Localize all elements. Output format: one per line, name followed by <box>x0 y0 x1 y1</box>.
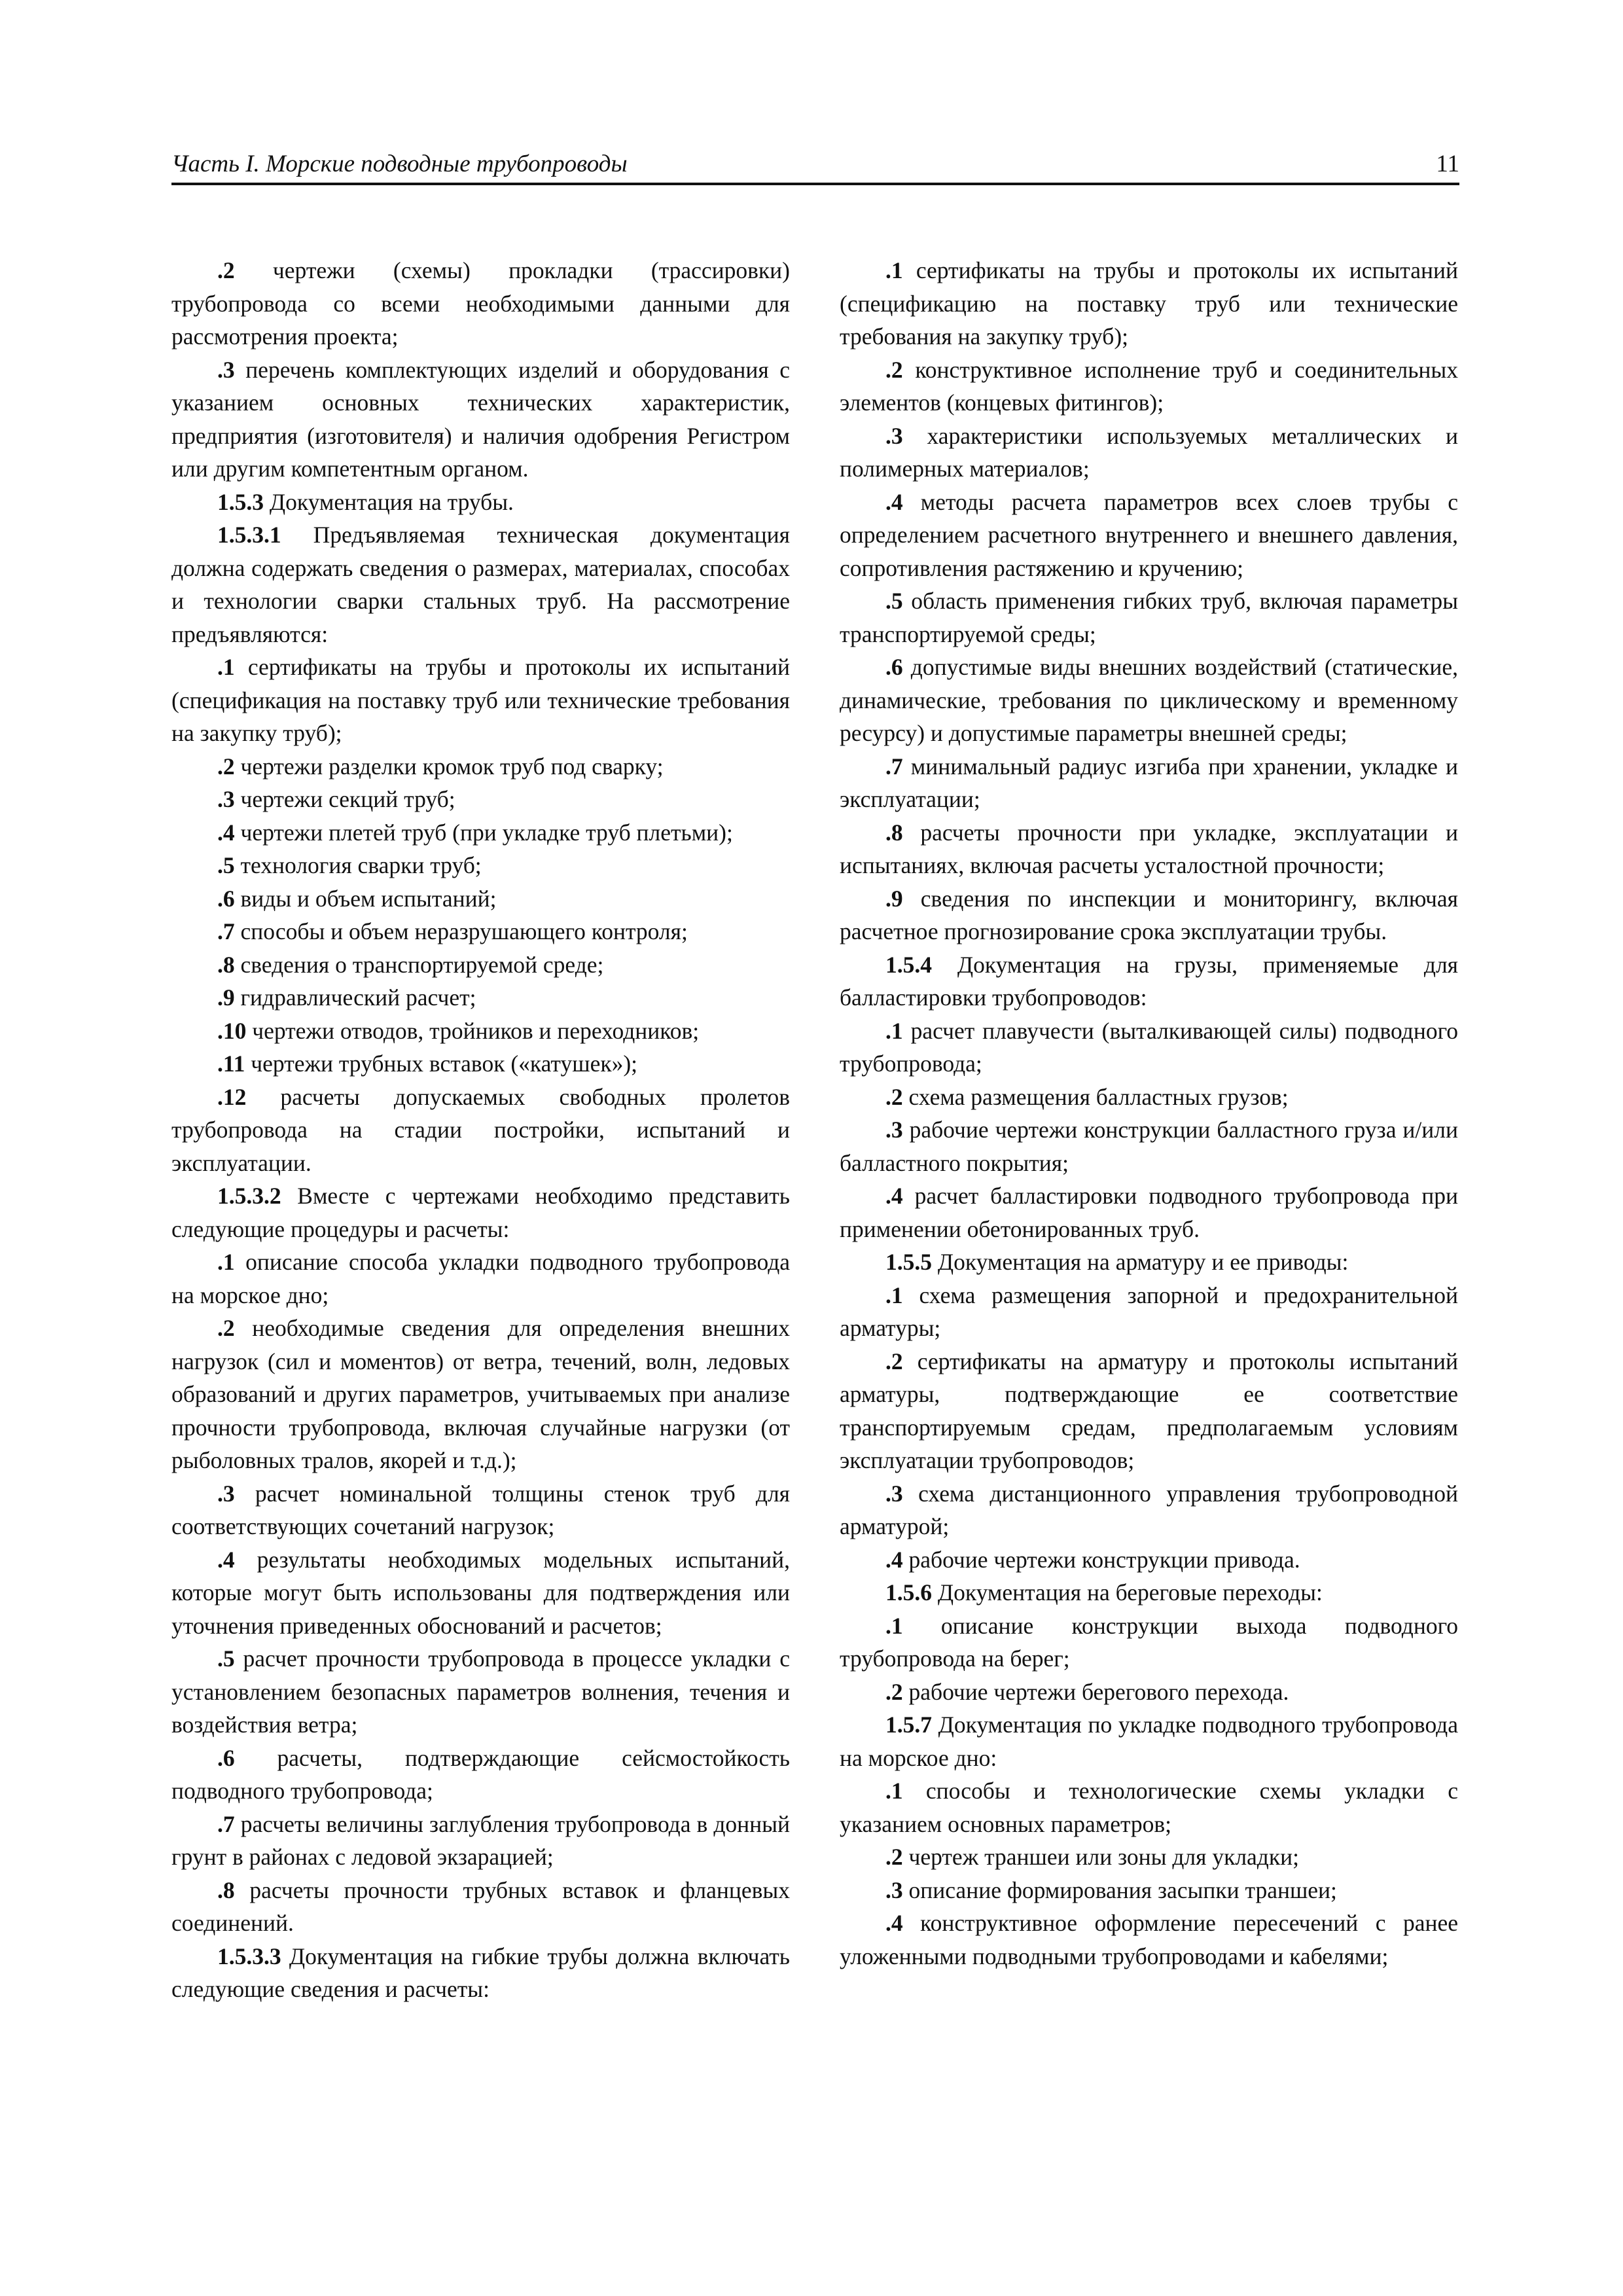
item-text: конструктивное исполнение труб и соединительных элементов (концевых фитингов); <box>840 356 1459 416</box>
item-text: Документация на трубы. <box>269 488 514 515</box>
item-number: .11 <box>217 1050 245 1077</box>
right-column <box>840 254 1458 1973</box>
section-paragraph <box>171 1940 790 2006</box>
list-item <box>171 1642 790 1742</box>
item-number: .2 <box>885 1083 903 1110</box>
section-paragraph <box>171 486 790 519</box>
list-item <box>840 1874 1458 1907</box>
section-paragraph <box>840 1576 1458 1609</box>
header-rule <box>171 183 1459 185</box>
item-text: перечень комплектующих изделий и оборудования с указанием основных технических характеристик, предприятия (изготовителя) и наличия одобрения Регистром или другим компетентным органом. <box>171 356 790 482</box>
list-item <box>171 1246 790 1312</box>
item-text: результаты необходимых модельных испытаний, которые могут быть использованы для подтверждения или уточнения приведенных обоснований и расчетов; <box>171 1546 790 1639</box>
item-number: .4 <box>885 1183 903 1209</box>
item-text: способы и технологические схемы укладки с указанием основных параметров; <box>840 1778 1458 1837</box>
item-number: .1 <box>885 257 903 283</box>
list-item <box>840 882 1458 948</box>
item-text: чертежи отводов, тройников и переходников; <box>252 1017 700 1044</box>
item-text: Вместе с чертежами необходимо представить следующие процедуры и расчеты: <box>171 1183 790 1242</box>
list-item <box>840 353 1458 420</box>
item-number: 1.5.3.1 <box>217 522 281 548</box>
item-number: 1.5.3.2 <box>217 1183 281 1209</box>
item-number: .5 <box>217 1645 235 1672</box>
list-item <box>171 816 790 850</box>
item-text: необходимые сведения для определения внешних нагрузок (сил и моментов) от ветра, течений, волн, ледовых образований и других параметров, учитываемых при анализе прочности трубопровода, включая случайные нагрузки (от рыболовных тралов, якорей и т.д.); <box>171 1315 790 1473</box>
item-number: .12 <box>217 1083 247 1110</box>
item-text: чертежи секций труб; <box>240 786 455 812</box>
left-column <box>171 254 790 2006</box>
list-item <box>171 1808 790 1874</box>
item-text: расчет номинальной толщины стенок труб для соответствующих сочетаний нагрузок; <box>171 1480 791 1539</box>
item-number: .4 <box>217 819 235 846</box>
item-number: .1 <box>885 1778 903 1804</box>
item-text: минимальный радиус изгиба при хранении, укладке и эксплуатации; <box>840 753 1459 812</box>
list-item <box>840 651 1458 750</box>
item-text: Документация на береговые переходы: <box>937 1579 1323 1605</box>
item-text: схема размещения запорной и предохранительной арматуры; <box>840 1282 1459 1341</box>
item-text: расчет плавучести (выталкивающей силы) подводного трубопровода; <box>840 1017 1458 1077</box>
item-number: .2 <box>217 753 235 780</box>
item-text: расчеты прочности трубных вставок и фланцевых соединений. <box>171 1876 790 1936</box>
item-number: .2 <box>885 1844 903 1870</box>
list-item <box>171 1047 790 1081</box>
item-text: методы расчета параметров всех слоев трубы с определением расчетного внутреннего и внешнего давления, сопротивления растяжению и кручению; <box>840 488 1458 581</box>
list-item <box>840 816 1458 882</box>
item-text: область применения гибких труб, включая параметры транспортируемой среды; <box>840 588 1458 647</box>
list-item <box>171 948 790 982</box>
item-text: конструктивное оформление пересечений с ранее уложенными подводными трубопроводами и кабелями; <box>840 1910 1458 1969</box>
item-text: чертеж траншеи или зоны для укладки; <box>908 1844 1299 1870</box>
item-number: .7 <box>217 1810 235 1837</box>
item-text: технология сварки труб; <box>240 852 482 878</box>
item-number: .2 <box>217 257 235 283</box>
item-text: чертежи плетей труб (при укладке труб плетьми); <box>240 819 733 846</box>
section-paragraph <box>840 948 1458 1014</box>
item-text: расчеты величины заглубления трубопровода в донный грунт в районах с ледовой экзарацией; <box>171 1810 791 1870</box>
section-paragraph <box>171 1179 790 1246</box>
list-item <box>171 353 790 486</box>
item-number: .1 <box>885 1282 903 1308</box>
list-item <box>171 1081 790 1180</box>
item-text: сведения по инспекции и мониторингу, включая расчетное прогнозирование срока эксплуатации трубы. <box>840 885 1458 944</box>
item-number: .3 <box>885 422 903 449</box>
list-item <box>840 420 1458 486</box>
item-text: схема дистанционного управления трубопроводной арматурой; <box>840 1480 1458 1539</box>
section-paragraph <box>840 1708 1458 1774</box>
item-text: рабочие чертежи конструкции привода. <box>908 1546 1300 1573</box>
list-item <box>840 1543 1458 1577</box>
item-number: .9 <box>217 984 235 1011</box>
list-item <box>840 1014 1458 1081</box>
item-number: .2 <box>885 1348 903 1374</box>
item-number: .3 <box>217 356 235 383</box>
item-number: 1.5.3 <box>217 488 264 515</box>
item-text: допустимые виды внешних воздействий (статические, динамические, требования по циклическому и временному ресурсу) и допустимые параметры внешней среды; <box>840 654 1458 746</box>
list-item <box>171 651 790 750</box>
item-text: расчет прочности трубопровода в процессе укладки с установлением безопасных параметров волнения, течения и воздействия ветра; <box>171 1645 790 1738</box>
list-item <box>171 1477 790 1543</box>
item-number: .8 <box>217 1876 235 1903</box>
item-text: описание конструкции выхода подводного трубопровода на берег; <box>840 1612 1458 1672</box>
list-item <box>840 1774 1458 1840</box>
item-number: .2 <box>217 1315 235 1341</box>
item-text: описание способа укладки подводного трубопровода на морское дно; <box>171 1249 791 1308</box>
item-number: .3 <box>217 786 235 812</box>
item-text: чертежи разделки кромок труб под сварку; <box>240 753 664 780</box>
list-item <box>840 1907 1458 1973</box>
item-number: .1 <box>885 1017 903 1044</box>
list-item <box>840 1477 1458 1543</box>
item-text: описание формирования засыпки траншеи; <box>908 1876 1337 1903</box>
list-item <box>171 1312 790 1477</box>
item-text: Документация по укладке подводного трубопровода на морское дно: <box>840 1712 1458 1771</box>
item-number: .1 <box>217 1249 235 1275</box>
item-number: .4 <box>885 1910 903 1936</box>
item-number: .10 <box>217 1017 247 1044</box>
item-number: .3 <box>885 1480 903 1507</box>
item-text: рабочие чертежи берегового перехода. <box>908 1678 1289 1705</box>
list-item <box>171 750 790 783</box>
item-number: 1.5.7 <box>885 1712 932 1738</box>
list-item <box>171 254 790 353</box>
list-item <box>171 1543 790 1643</box>
item-text: расчеты, подтверждающие сейсмостойкость подводного трубопровода; <box>171 1744 790 1804</box>
item-text: сертификаты на арматуру и протоколы испытаний арматуры, подтверждающие ее соответствие транспортируемым средам, предполагаемым условиям эксплуатации трубопроводов; <box>840 1348 1459 1473</box>
list-item <box>171 981 790 1014</box>
item-number: .5 <box>885 588 903 614</box>
section-paragraph <box>840 1246 1458 1279</box>
list-item <box>840 1081 1458 1114</box>
item-text: сертификаты на трубы и протоколы их испытаний (спецификация на поставку труб или технические требования на закупку труб); <box>171 654 790 746</box>
item-number: .7 <box>217 918 235 944</box>
item-text: гидравлический расчет; <box>240 984 476 1011</box>
item-text: рабочие чертежи конструкции балластного груза и/или балластного покрытия; <box>840 1117 1458 1176</box>
list-item <box>840 1179 1458 1246</box>
item-number: .2 <box>885 1678 903 1705</box>
item-text: характеристики используемых металлических и полимерных материалов; <box>840 422 1459 482</box>
item-number: .6 <box>217 885 235 912</box>
list-item <box>840 750 1458 816</box>
item-text: схема размещения балластных грузов; <box>908 1083 1289 1110</box>
item-number: .3 <box>885 1117 903 1143</box>
list-item <box>171 849 790 882</box>
list-item <box>840 1676 1458 1709</box>
item-number: .3 <box>217 1480 235 1507</box>
list-item <box>840 254 1458 353</box>
list-item <box>840 1113 1458 1179</box>
section-paragraph <box>171 518 790 651</box>
item-text: чертежи трубных вставок («катушек»); <box>251 1050 638 1077</box>
item-number: 1.5.3.3 <box>217 1943 281 1969</box>
item-number: .1 <box>885 1612 903 1639</box>
item-number: 1.5.4 <box>885 951 932 978</box>
list-item <box>840 1609 1458 1676</box>
item-number: .6 <box>217 1744 235 1771</box>
list-item <box>171 915 790 948</box>
item-number: .3 <box>885 1876 903 1903</box>
list-item <box>840 486 1458 585</box>
item-text: способы и объем неразрушающего контроля; <box>240 918 688 944</box>
item-number: .9 <box>885 885 903 912</box>
item-text: Документация на гибкие трубы должна включать следующие сведения и расчеты: <box>171 1943 790 2002</box>
item-text: виды и объем испытаний; <box>240 885 497 912</box>
list-item <box>171 882 790 916</box>
item-text: сертификаты на трубы и протоколы их испытаний (спецификацию на поставку труб или технические требования на закупку труб); <box>840 257 1458 350</box>
page-number: 11 <box>1436 151 1459 177</box>
item-number: .1 <box>217 654 235 680</box>
list-item <box>171 1874 790 1940</box>
item-text: расчеты допускаемых свободных пролетов трубопровода на стадии постройки, испытаний и эксплуатации. <box>171 1083 791 1176</box>
item-number: .7 <box>885 753 903 780</box>
list-item <box>840 1279 1458 1345</box>
item-text: сведения о транспортируемой среде; <box>240 951 604 978</box>
item-number: 1.5.5 <box>885 1249 932 1275</box>
list-item <box>840 584 1458 651</box>
item-number: 1.5.6 <box>885 1579 932 1605</box>
header-title: Часть I. Морские подводные трубопроводы <box>171 151 628 177</box>
item-number: .4 <box>217 1546 235 1573</box>
item-text: расчеты прочности при укладке, эксплуатации и испытаниях, включая расчеты усталостной прочности; <box>840 819 1458 878</box>
item-number: .5 <box>217 852 235 878</box>
list-item <box>840 1840 1458 1874</box>
item-text: Предъявляемая техническая документация должна содержать сведения о размерах, материалах, способах и технологии сварки стальных труб. На рассмотрение предъявляются: <box>171 522 790 647</box>
item-text: расчет балластировки подводного трубопровода при применении обетонированных труб. <box>840 1183 1458 1242</box>
list-item <box>171 1742 790 1808</box>
item-text: Документация на грузы, применяемые для балластировки трубопроводов: <box>840 951 1458 1011</box>
item-number: .2 <box>885 356 903 383</box>
list-item <box>840 1345 1458 1477</box>
item-text: Документация на арматуру и ее приводы: <box>937 1249 1349 1275</box>
item-number: .4 <box>885 488 903 515</box>
item-number: .4 <box>885 1546 903 1573</box>
list-item <box>171 1014 790 1048</box>
running-header <box>171 145 1459 185</box>
item-text: чертежи (схемы) прокладки (трассировки) трубопровода со всеми необходимыми данными для рассмотрения проекта; <box>171 257 791 350</box>
item-number: .8 <box>217 951 235 978</box>
item-number: .6 <box>885 654 903 680</box>
item-number: .8 <box>885 819 903 846</box>
list-item <box>171 783 790 816</box>
